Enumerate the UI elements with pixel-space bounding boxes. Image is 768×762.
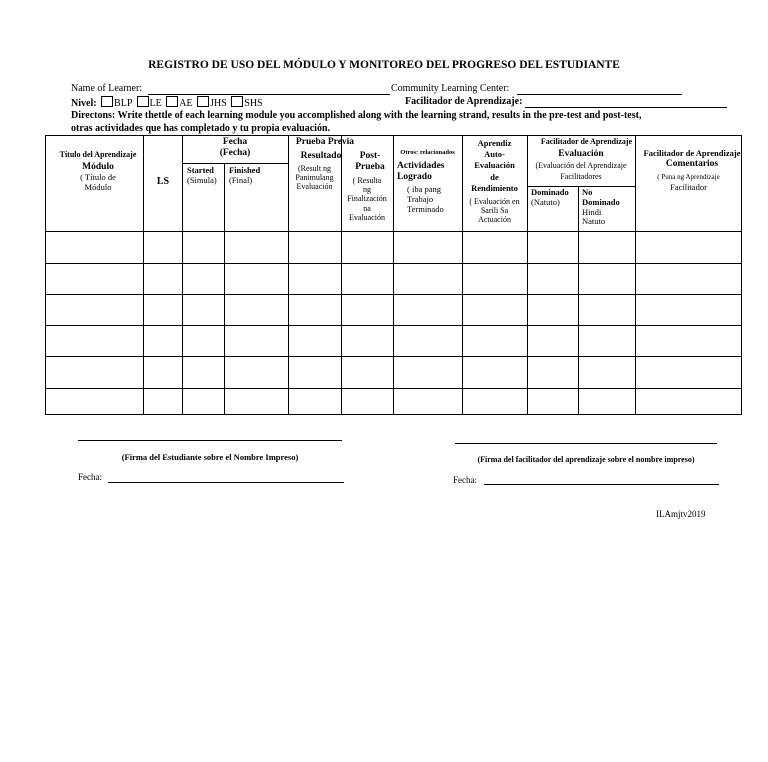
option-shs: SHS: [244, 98, 263, 109]
header-no-dominado-label: No Dominado: [582, 187, 620, 207]
header-ls: LS: [156, 176, 170, 187]
header-previa-bold: Resultado: [300, 151, 342, 161]
student-signature-line[interactable]: [78, 440, 342, 441]
header-post-sub: ( Resulta ng Finalización na Evaluación: [347, 176, 387, 222]
page-title: REGISTRO DE USO DEL MÓDULO Y MONITOREO DEL PROGRESO DEL ESTUDIANTE: [148, 59, 620, 71]
student-fecha-field[interactable]: [108, 482, 344, 483]
header-coment-sub-wrap: [636, 173, 741, 193]
header-coment-main: Facilitador de Aprendizaje: [643, 148, 741, 158]
header-eval-main: Facilitador de Aprendizaje: [540, 137, 633, 146]
student-signature-label: (Firma del Estudiante sobre el Nombre Impreso): [121, 452, 299, 462]
header-dominado-label: Dominado: [531, 187, 569, 197]
facilitator-signature-label: (Firma del facilitador del aprendizaje sobre el nombre impreso): [477, 455, 695, 464]
header-comentarios: [636, 149, 748, 170]
option-blp: BLP: [114, 98, 133, 109]
option-le: LE: [149, 98, 162, 109]
footer-code: ILAmjtv2019: [656, 509, 706, 519]
facilitator-fecha-field[interactable]: [484, 484, 719, 485]
header-previa-main: Prueba Previa: [295, 137, 355, 147]
student-fecha-label: Fecha:: [78, 472, 102, 482]
facilitator-signature-line[interactable]: [455, 443, 717, 444]
header-otros-bold: Actividades Logrado: [397, 161, 445, 182]
header-eval-group: [527, 149, 635, 182]
header-dominado: [531, 188, 579, 208]
header-coment-sub: ( Puna ng Aprendizaje: [657, 173, 720, 181]
header-auto-bold: Aprendiz Auto- Evaluación de Rendimiento: [471, 138, 518, 193]
header-otros-sub: ( iba pang Trabajo Terminado: [407, 184, 444, 214]
clc-label: Community Learning Center:: [391, 83, 510, 94]
name-label: Name of Learner:: [71, 83, 143, 94]
header-prueba-previa: [288, 137, 362, 148]
header-eval-sub: (Evaluación del Aprendizaje Facilitadores: [535, 160, 627, 182]
header-coment-sub2: Facilitador: [670, 182, 707, 193]
header-fecha-sub: (Fecha): [219, 147, 251, 158]
header-titulo-sub: ( Título de Módulo: [80, 172, 116, 192]
header-coment-bold: Comentarios: [665, 158, 719, 169]
nivel-label: Nivel:: [71, 98, 97, 109]
header-started: [187, 166, 225, 186]
header-fecha-main: Fecha: [222, 137, 248, 147]
header-finished-label: Finished: [229, 165, 261, 175]
header-started-label: Started: [187, 165, 214, 175]
header-titulo: [50, 150, 146, 193]
header-no-dominado-sub: Hindi Natuto: [582, 206, 606, 227]
facilitador-label: Facilitador de Aprendizaje:: [405, 96, 523, 107]
header-auto-sub: ( Evaluación en Sarili Sa Actuación: [469, 197, 520, 225]
header-titulo-main: Título del Aprendizaje: [59, 150, 137, 159]
directions-text-2: otras actividades que has completado y tu propia evaluación.: [71, 123, 330, 134]
header-started-sub: (Simula): [187, 174, 217, 185]
header-no-dominado: [582, 188, 635, 227]
header-titulo-bold: Módulo: [82, 162, 114, 173]
header-post-main: Post- Prueba: [355, 151, 385, 172]
directions-text-1: Write thettle of each learning module you accomplished along with the learning strand, results in the pre-test and post-test,: [117, 110, 642, 121]
directions-label: Directons:: [71, 110, 116, 121]
header-otros: [393, 149, 462, 156]
facilitator-fecha-label: Fecha:: [453, 475, 477, 485]
header-finished-sub: (Final): [229, 174, 253, 185]
option-jhs: JHS: [210, 98, 227, 109]
header-eval-bold: Evaluación: [558, 149, 604, 159]
header-fecha: [182, 137, 288, 159]
header-dominado-sub: (Natuto): [531, 196, 560, 207]
option-ae: AE: [179, 98, 193, 109]
header-evaluacion: [527, 137, 646, 146]
header-finished: [229, 166, 287, 186]
header-otros-small: Otros: relacionados: [400, 149, 455, 156]
header-previa-sub: (Result ng Panimulang Evaluación: [295, 164, 334, 192]
